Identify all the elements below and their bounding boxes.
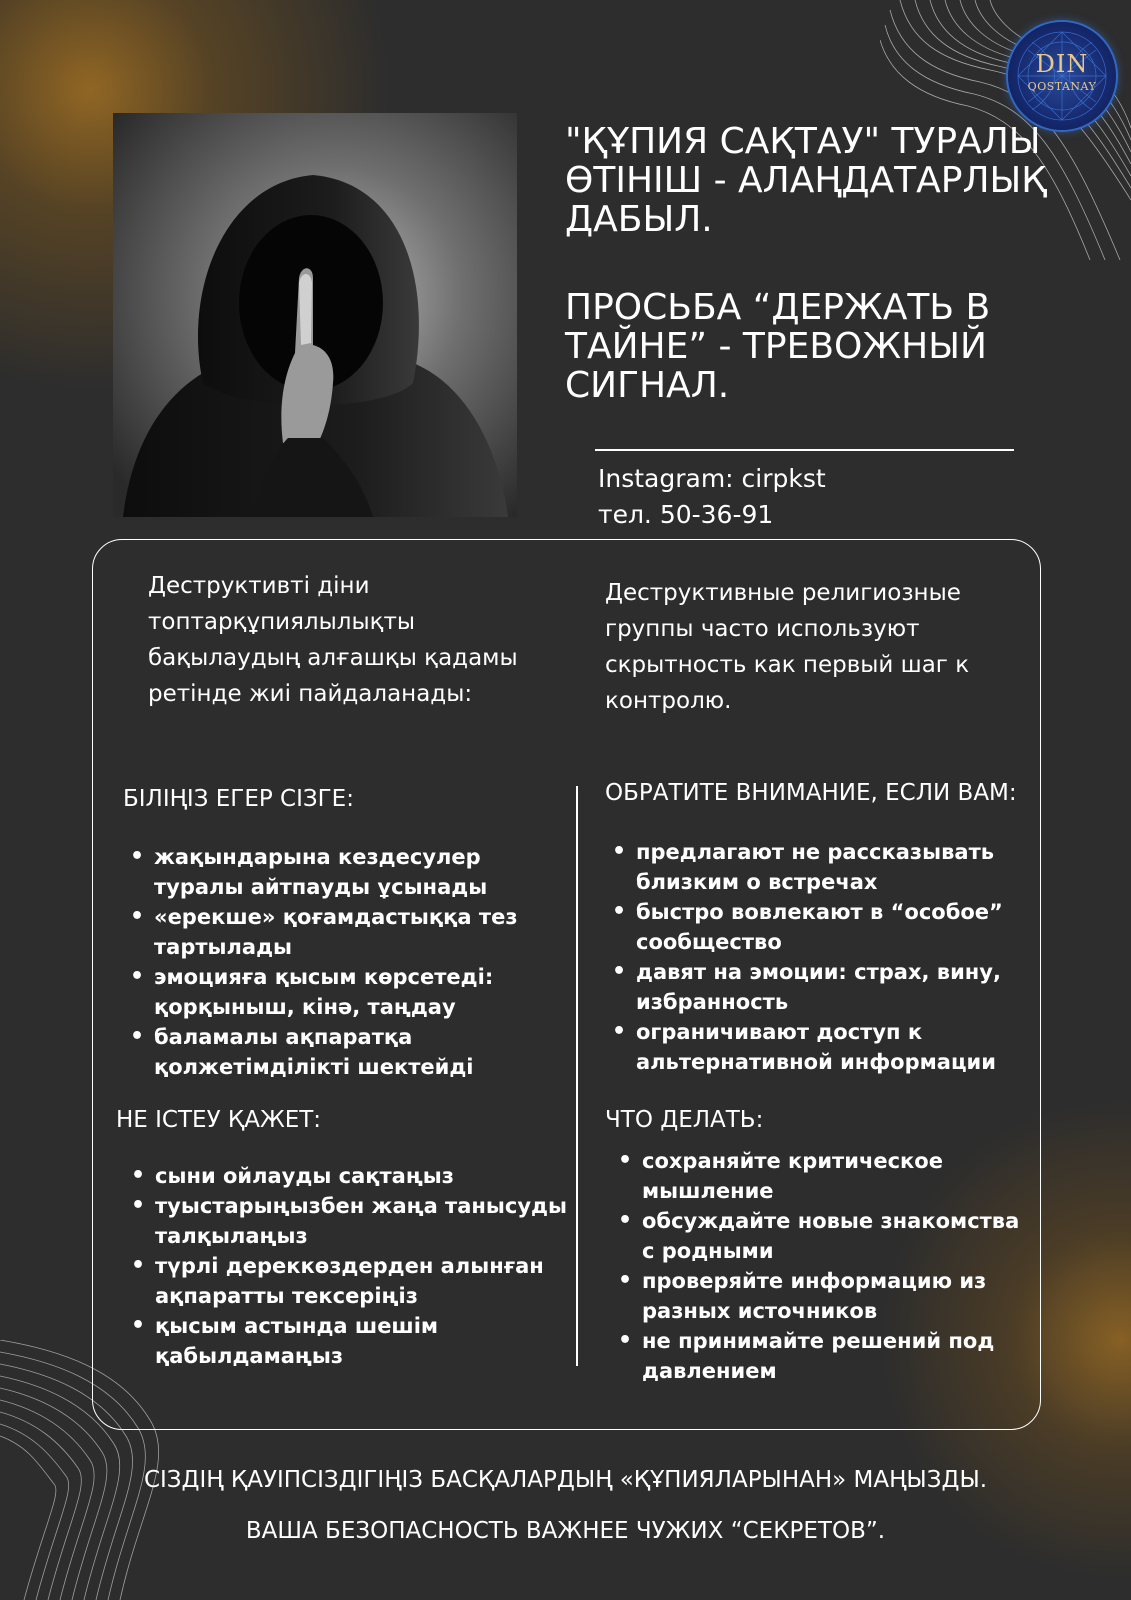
header-divider xyxy=(595,449,1014,451)
section-title-action-kz: НЕ ІСТЕУ ҚАЖЕТ: xyxy=(116,1107,322,1133)
section-title-warning-ru: ОБРАТИТЕ ВНИМАНИЕ, ЕСЛИ ВАМ: xyxy=(605,780,1017,806)
list-item: • сохраняйте критическое мышление xyxy=(614,1146,1034,1206)
logo-text-main: DIN xyxy=(1035,50,1089,78)
section-title-warning-kz: БІЛІҢІЗ ЕГЕР СІЗГЕ: xyxy=(123,786,354,812)
action-list-ru xyxy=(614,1146,1034,1386)
din-qostanay-logo xyxy=(1008,22,1116,130)
warning-list-ru xyxy=(608,837,1028,1077)
list-item: • түрлі дереккөздерден алынған ақпаратты тексеріңіз xyxy=(127,1251,567,1311)
list-item: • предлагают не рассказывать близким о встречах xyxy=(608,837,1028,897)
list-item: • эмоцияға қысым көрсетеді: қорқыныш, кінә, таңдау xyxy=(126,962,566,1022)
contact-phone: тел. 50-36-91 xyxy=(598,500,774,529)
list-item: • давят на эмоции: страх, вину, избранность xyxy=(608,957,1028,1017)
list-item: • «ерекше» қоғамдастыққа тез тартылады xyxy=(126,902,566,962)
list-item: • быстро вовлекают в “особое” сообщество xyxy=(608,897,1028,957)
footer-text-kz: СІЗДІҢ ҚАУІПСІЗДІГІҢІЗ БАСҚАЛАРДЫҢ «ҚҰПИЯЛАРЫНАН» МАҢЫЗДЫ. xyxy=(143,1467,988,1493)
action-list-kz xyxy=(127,1161,567,1371)
headline-kz: "ҚҰПИЯ САҚТАУ" ТУРАЛЫ ӨТІНІШ - АЛАҢДАТАРЛЫҚ ДАБЫЛ. xyxy=(565,121,1047,240)
intro-text-kz: Деструктивті діни топтарқұпиялылықты бақылаудың алғашқы қадамы ретінде жиі пайдаланады: xyxy=(148,573,518,707)
list-item: • не принимайте решений под давлением xyxy=(614,1326,1034,1386)
list-item: • туыстарыңызбен жаңа танысуды талқылаңыз xyxy=(127,1191,567,1251)
intro-text-ru: Деструктивные религиозные группы часто используют скрытность как первый шаг к контролю. xyxy=(605,580,970,714)
list-item: • ограничивают доступ к альтернативной информации xyxy=(608,1017,1028,1077)
contact-instagram: Instagram: cirpkst xyxy=(598,464,826,493)
list-item: • проверяйте информацию из разных источников xyxy=(614,1266,1034,1326)
warning-list-kz xyxy=(126,842,566,1082)
headline-ru: ПРОСЬБА “ДЕРЖАТЬ В ТАЙНЕ” - ТРЕВОЖНЫЙ СИГНАЛ. xyxy=(565,287,991,406)
list-item: • баламалы ақпаратқа қолжетімділікті шектейді xyxy=(126,1022,566,1082)
footer-text-ru: ВАША БЕЗОПАСНОСТЬ ВАЖНЕЕ ЧУЖИХ “СЕКРЕТОВ”. xyxy=(245,1518,886,1544)
list-item: • қысым астында шешім қабылдамаңыз xyxy=(127,1311,567,1371)
logo-text-sub: QOSTANAY xyxy=(1027,80,1097,93)
hooded-figure-image xyxy=(113,113,517,517)
list-item: • сыни ойлауды сақтаңыз xyxy=(127,1161,567,1191)
section-title-action-ru: ЧТО ДЕЛАТЬ: xyxy=(605,1107,764,1133)
list-item: • обсуждайте новые знакомства с родными xyxy=(614,1206,1034,1266)
list-item: • жақындарына кездесулер туралы айтпауды ұсынады xyxy=(126,842,566,902)
column-divider xyxy=(576,786,578,1366)
